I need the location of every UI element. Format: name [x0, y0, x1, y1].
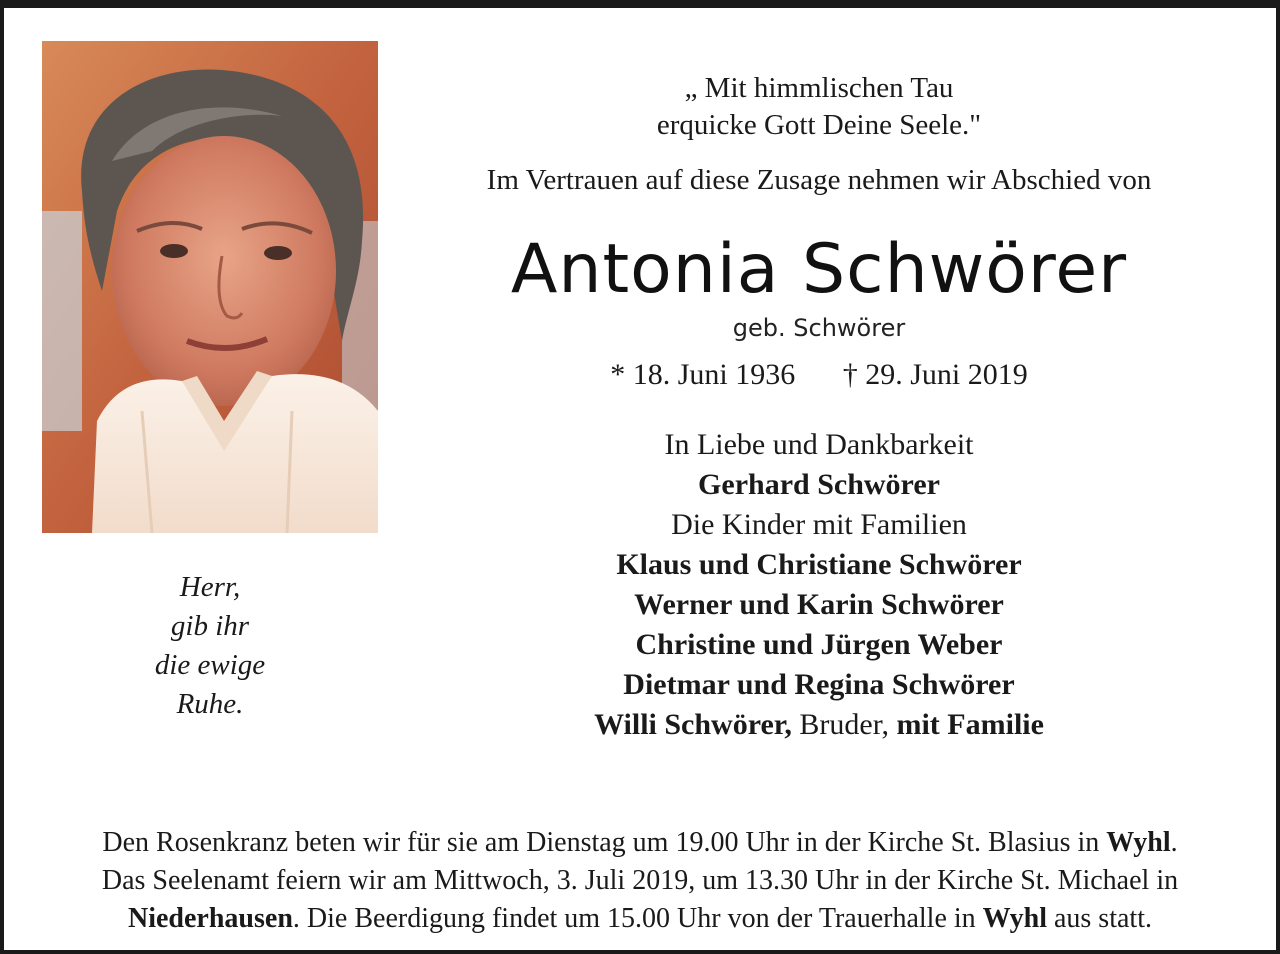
- footer-line-3: [4, 900, 1276, 938]
- birth-date: * 18. Juni 1936: [610, 358, 796, 391]
- psalm-verse: [42, 568, 378, 724]
- children-heading: Die Kinder mit Familien: [671, 508, 967, 541]
- rosary-text: Den Rosenkranz beten wir für sie am Dienstag um 19.00 Uhr in der Kirche St. Blasius in: [102, 827, 1107, 858]
- quote: [404, 70, 1234, 144]
- burial-text: . Die Beerdigung findet um 15.00 Uhr von der Trauerhalle in: [292, 903, 983, 934]
- family-name: Werner und Karin Schwörer: [634, 588, 1004, 621]
- quote-line: „ Mit himmlischen Tau: [684, 72, 954, 104]
- maiden-name: geb. Schwörer: [732, 314, 906, 342]
- psalm-line: gib ihr: [170, 610, 250, 642]
- footer-line-2: Das Seelenamt feiern wir am Mittwoch, 3. Juli 2019, um 13.30 Uhr in der Kirche St. Michael in: [101, 865, 1179, 896]
- footer-line-1: [4, 824, 1276, 862]
- portrait-image: [42, 41, 378, 533]
- family-name: Christine und Jürgen Weber: [635, 628, 1003, 661]
- psalm-line: Herr,: [179, 571, 241, 603]
- mourners-heading: In Liebe und Dankbarkeit: [664, 428, 974, 461]
- psalm-line: die ewige: [154, 649, 266, 681]
- family-name: Dietmar und Regina Schwörer: [623, 668, 1015, 701]
- psalm-line: Ruhe.: [176, 688, 244, 720]
- burial-place: Wyhl: [982, 903, 1047, 934]
- brother-name: Willi Schwörer,: [594, 708, 792, 741]
- mourners-list: [404, 425, 1234, 745]
- burial-end: aus statt.: [1046, 903, 1152, 934]
- deceased-name: Antonia Schwörer: [510, 230, 1128, 309]
- quote-line: erquicke Gott Deine Seele.": [656, 109, 982, 141]
- portrait-photo: [42, 41, 378, 533]
- brother-suffix: mit Familie: [896, 708, 1044, 741]
- intro-text: Im Vertrauen auf diese Zusage nehmen wir Abschied von: [486, 164, 1152, 196]
- family-name: Klaus und Christiane Schwörer: [616, 548, 1022, 581]
- main-text: [404, 70, 1234, 745]
- life-dates: [404, 355, 1234, 395]
- rosary-end: .: [1170, 827, 1178, 858]
- funeral-details: [4, 824, 1276, 938]
- rosary-place: Wyhl: [1106, 827, 1171, 858]
- death-date: † 29. Juni 2019: [842, 358, 1028, 391]
- spouse-name: Gerhard Schwörer: [698, 468, 940, 501]
- brother-line: [404, 705, 1234, 745]
- brother-relation: Bruder,: [799, 708, 889, 741]
- mass-place: Niederhausen: [128, 903, 293, 934]
